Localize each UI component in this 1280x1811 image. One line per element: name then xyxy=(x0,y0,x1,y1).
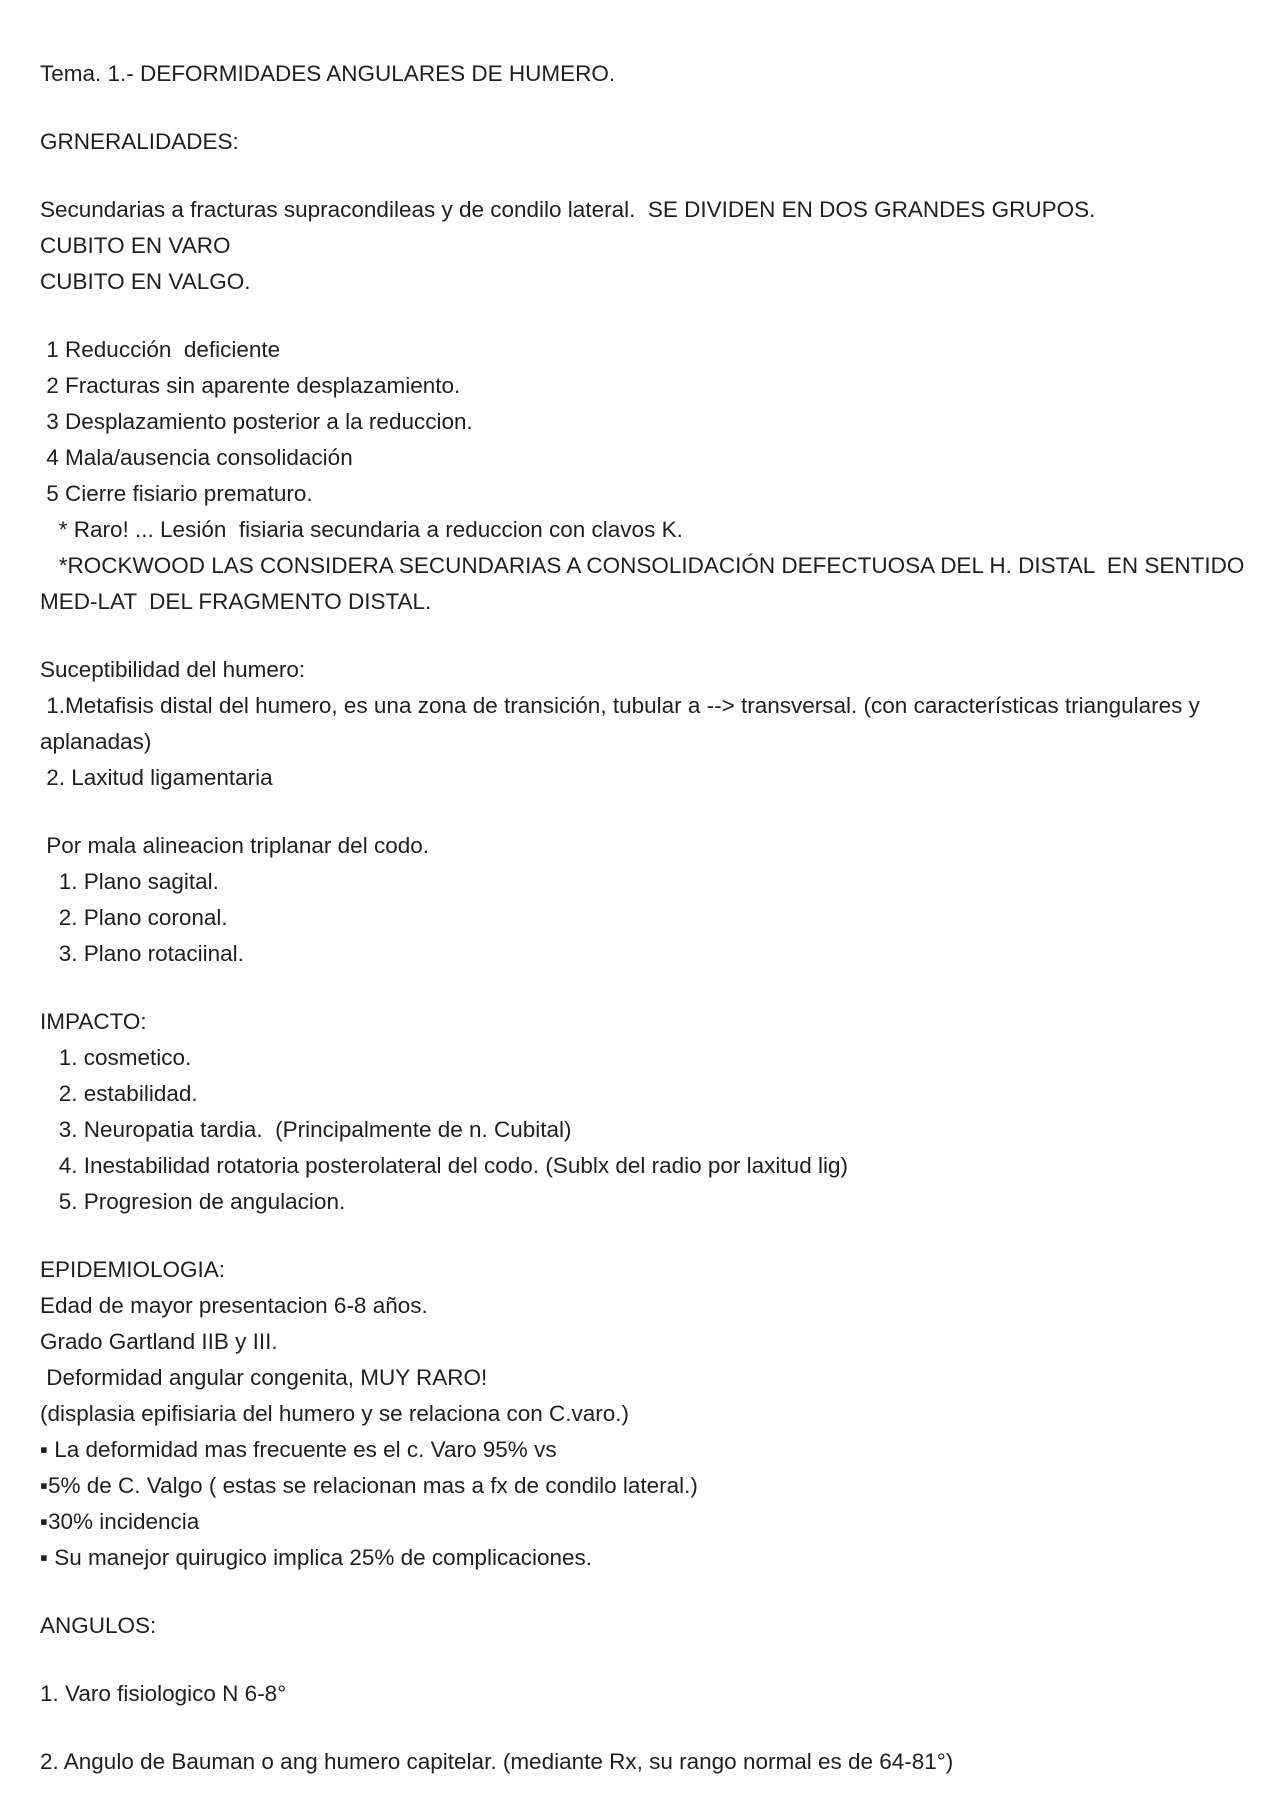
impacto-heading: IMPACTO: xyxy=(40,1009,147,1034)
impacto-item: 4. Inestabilidad rotatoria posterolateral del codo. (Sublx del radio por laxitud lig) xyxy=(40,1153,848,1178)
epidemiologia-item: (displasia epifisiaria del humero y se relaciona con C.varo.) xyxy=(40,1401,630,1426)
note-raro: * Raro! ... Lesión fisiaria secundaria a reduccion con clavos K. xyxy=(40,517,683,542)
susceptibilidad-item: 2. Laxitud ligamentaria xyxy=(40,765,273,790)
generalidades-intro: Secundarias a fracturas supracondileas y de condilo lateral. SE DIVIDEN EN DOS GRANDES GRUPOS. xyxy=(40,197,1096,222)
angulos-heading: ANGULOS: xyxy=(40,1613,157,1638)
epidemiologia-item: Edad de mayor presentacion 6-8 años. xyxy=(40,1293,428,1318)
epidemiologia-item: ▪ Su manejor quirugico implica 25% de complicaciones. xyxy=(40,1545,592,1570)
alineacion-item: 3. Plano rotaciinal. xyxy=(40,941,244,966)
epidemiologia-item: ▪ La deformidad mas frecuente es el c. Varo 95% vs xyxy=(40,1437,557,1462)
epidemiologia-heading: EPIDEMIOLOGIA: xyxy=(40,1257,226,1282)
angulos-item: 2. Angulo de Bauman o ang humero capitelar. (mediante Rx, su rango normal es de 64-81°) xyxy=(40,1749,954,1774)
epidemiologia-item: ▪5% de C. Valgo ( estas se relacionan mas a fx de condilo lateral.) xyxy=(40,1473,698,1498)
alineacion-item: 2. Plano coronal. xyxy=(40,905,228,930)
document-title: Tema. 1.- DEFORMIDADES ANGULARES DE HUMERO. xyxy=(40,61,616,86)
impacto-item: 5. Progresion de angulacion. xyxy=(40,1189,346,1214)
epidemiologia-item: ▪30% incidencia xyxy=(40,1509,200,1534)
susceptibilidad-heading: Suceptibilidad del humero: xyxy=(40,657,306,682)
angulos-item: 1. Varo fisiologico N 6-8° xyxy=(40,1681,287,1706)
cause-item: 1 Reducción deficiente xyxy=(40,337,281,362)
group-valgo: CUBITO EN VALGO. xyxy=(40,269,251,294)
generalidades-heading: GRNERALIDADES: xyxy=(40,129,239,154)
cause-item: 5 Cierre fisiario prematuro. xyxy=(40,481,313,506)
epidemiologia-item: Grado Gartland IIB y III. xyxy=(40,1329,278,1354)
note-rockwood: *ROCKWOOD LAS CONSIDERA SECUNDARIAS A CONSOLIDACIÓN DEFECTUOSA DEL H. DISTAL EN SENTIDO MED-LAT DEL FRAGMENTO DISTAL. xyxy=(40,553,1251,614)
alineacion-item: 1. Plano sagital. xyxy=(40,869,219,894)
cause-item: 4 Mala/ausencia consolidación xyxy=(40,445,353,470)
impacto-item: 1. cosmetico. xyxy=(40,1045,192,1070)
susceptibilidad-item: 1.Metafisis distal del humero, es una zona de transición, tubular a --> transversal. (con características triangulares y aplanadas) xyxy=(40,693,1207,754)
impacto-item: 3. Neuropatia tardia. (Principalmente de n. Cubital) xyxy=(40,1117,572,1142)
cause-item: 2 Fracturas sin aparente desplazamiento. xyxy=(40,373,461,398)
epidemiologia-item: Deformidad angular congenita, MUY RARO! xyxy=(40,1365,488,1390)
group-varo: CUBITO EN VARO xyxy=(40,233,231,258)
alineacion-heading: Por mala alineacion triplanar del codo. xyxy=(40,833,429,858)
impacto-item: 2. estabilidad. xyxy=(40,1081,198,1106)
document-page xyxy=(40,56,1250,1780)
cause-item: 3 Desplazamiento posterior a la reduccion. xyxy=(40,409,473,434)
